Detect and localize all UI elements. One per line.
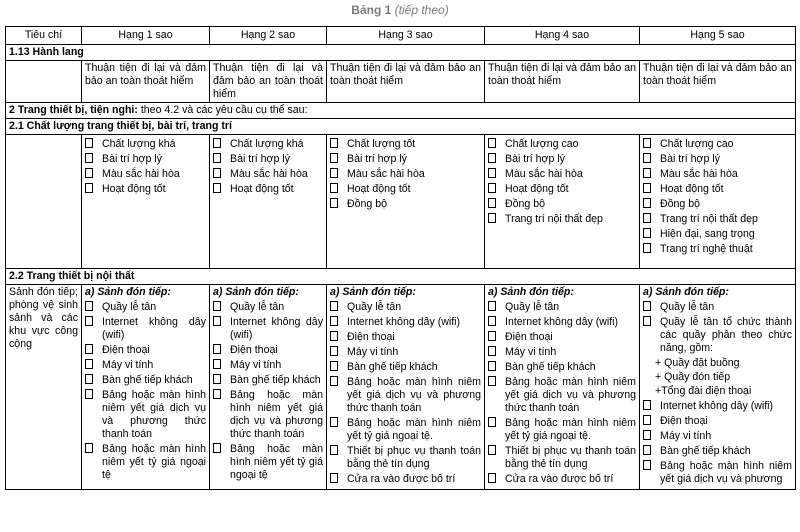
checkbox-square-icon: [330, 153, 339, 166]
checkbox-square-icon: [330, 346, 339, 359]
list-item-text: Chất lượng cao: [505, 138, 579, 150]
sanh-cell-2: [210, 285, 327, 490]
header-3-star: Hạng 3 sao: [327, 27, 485, 45]
empty-cell: [6, 61, 82, 103]
list-item-text: Điện thoại: [102, 344, 150, 356]
sanh-cell-1: [82, 285, 210, 490]
list-item: [213, 301, 323, 314]
checkbox-square-icon: [213, 443, 222, 482]
list-item-text: Quầy lễ tân tổ chức thành các quầy phân theo chức năng, gồm:: [660, 316, 792, 354]
list-item: [213, 316, 323, 342]
checkbox-square-icon: [213, 168, 222, 181]
list-item-text: Quầy lễ tân: [102, 301, 157, 313]
list-item: [488, 301, 636, 314]
header-row: [6, 27, 796, 45]
list-item-text: Màu sắc hài hòa: [660, 168, 738, 180]
checkbox-square-icon: [330, 376, 339, 415]
checkbox-square-icon: [85, 168, 94, 181]
list-item-text: Bảng hoặc màn hình niêm yết tỷ giá ngoại tệ: [230, 443, 323, 481]
list-item-text: Trang trí nghệ thuật: [660, 243, 753, 255]
checkbox-square-icon: [643, 198, 652, 211]
list-item: [488, 183, 636, 196]
list-item: [213, 443, 323, 482]
list-item-text: Bài trí hợp lý: [102, 153, 162, 165]
checkbox-square-icon: [643, 430, 652, 443]
list-item: [85, 316, 206, 342]
list-item-text: Máy vi tính: [230, 359, 282, 371]
list-item-text: Điện thoại: [230, 344, 278, 356]
checkbox-square-icon: [85, 153, 94, 166]
list-item: [488, 316, 636, 329]
list-item-text: Điện thoại: [660, 415, 708, 427]
list-item-text: Máy vi tính: [660, 430, 712, 442]
list-item-text: Điện thoại: [505, 331, 553, 343]
checkbox-square-icon: [330, 445, 339, 471]
chat-luong-cell-4: [485, 135, 640, 269]
checkbox-square-icon: [330, 301, 339, 314]
header-1-star: Hạng 1 sao: [82, 27, 210, 45]
list-item-text: Bảng hoặc màn hình niêm yết tỷ giá ngoại tệ.: [505, 417, 636, 442]
list-item: [85, 168, 206, 181]
checkbox-square-icon: [488, 198, 497, 211]
list-item-text: Quầy lễ tân: [660, 301, 715, 313]
table-caption: [0, 3, 800, 17]
list-item: [213, 183, 323, 196]
hanh-lang-cell-5: Thuận tiện đi lại và đảm bảo an toàn thoát hiểm: [640, 61, 796, 103]
sanh-row: [6, 285, 796, 490]
list-item: [643, 301, 792, 314]
list-item-text: Bài trí hợp lý: [230, 153, 290, 165]
list-item: [488, 445, 636, 471]
checkbox-square-icon: [643, 213, 652, 226]
list-item: [643, 445, 792, 458]
list-item-text: Bài trí hợp lý: [505, 153, 565, 165]
checkbox-square-icon: [488, 376, 497, 415]
section-note: theo 4.2 và các yêu cầu cụ thể sau:: [140, 104, 308, 116]
checkbox-square-icon: [213, 344, 222, 357]
list-item: [85, 153, 206, 166]
list-item: [643, 213, 792, 226]
list-item-text: Máy vi tính: [505, 346, 557, 358]
list-item-text: Máy vi tính: [347, 346, 399, 358]
list-item-text: Hoạt động tốt: [660, 183, 724, 195]
checkbox-square-icon: [330, 316, 339, 329]
hanh-lang-cell-3: Thuận tiện đi lại và đảm bảo an toàn thoát hiểm: [327, 61, 485, 103]
list-item: [488, 153, 636, 166]
sanh-list-5b: [643, 400, 792, 486]
list-item: [213, 153, 323, 166]
header-5-star: Hạng 5 sao: [640, 27, 796, 45]
checkbox-square-icon: [643, 153, 652, 166]
list-item: [213, 138, 323, 151]
list-item: [330, 417, 481, 443]
list-item: [213, 344, 323, 357]
list-item-text: Chất lượng khá: [102, 138, 176, 150]
sanh-cell-5: [640, 285, 796, 490]
list-item-text: Đồng bộ: [505, 198, 546, 210]
list-item: [488, 346, 636, 359]
list-item: [643, 316, 792, 355]
checkbox-square-icon: [643, 183, 652, 196]
list-item-text: Cửa ra vào được bố trí: [505, 473, 614, 485]
list-item: [643, 357, 792, 370]
list-item-text: Quầy lễ tân: [230, 301, 285, 313]
list-item-text: Quầy lễ tân: [505, 301, 560, 313]
list-item-text: Bàn ghế tiếp khách: [102, 374, 193, 386]
checkbox-square-icon: [488, 316, 497, 329]
checkbox-square-icon: [330, 361, 339, 374]
list-item-text: Bảng hoặc màn hình niêm yết tỷ giá ngoại tệ: [102, 443, 206, 481]
checkbox-square-icon: [330, 331, 339, 344]
sanh-cell-4: [485, 285, 640, 490]
list-item-text: Internet không dây (wifi): [230, 316, 323, 341]
checkbox-square-icon: [643, 400, 652, 413]
list-item-text: Máy vi tính: [102, 359, 154, 371]
list-item: [488, 168, 636, 181]
checkbox-square-icon: [488, 331, 497, 344]
list-item: [330, 376, 481, 415]
list-item: [85, 389, 206, 441]
list-item-text: Màu sắc hài hòa: [347, 168, 425, 180]
list-item-text: +Tổng đài điện thoại: [655, 385, 752, 397]
list-item: [85, 301, 206, 314]
list-item-text: Hoạt động tốt: [102, 183, 166, 195]
list-item-text: Internet không dây (wifi): [102, 316, 206, 341]
list-item: [330, 198, 481, 211]
checkbox-square-icon: [213, 389, 222, 441]
section-row: [6, 269, 796, 285]
list-item-text: Đồng bộ: [347, 198, 388, 210]
list-item: [330, 361, 481, 374]
checkbox-square-icon: [85, 374, 94, 387]
list-item: [488, 331, 636, 344]
hanh-lang-row: [6, 61, 796, 103]
checkbox-square-icon: [488, 445, 497, 471]
list-item-text: Bảng hoặc màn hình niêm yết giá dịch vụ và phương thức thanh toán: [230, 389, 323, 440]
list-item-text: Màu sắc hài hòa: [505, 168, 583, 180]
checkbox-square-icon: [213, 316, 222, 342]
checkbox-square-icon: [85, 389, 94, 441]
list-item: [213, 374, 323, 387]
checkbox-square-icon: [643, 445, 652, 458]
checkbox-square-icon: [213, 153, 222, 166]
checkbox-square-icon: [85, 316, 94, 342]
list-item: [330, 183, 481, 196]
list-item: [213, 359, 323, 372]
list-item-text: Thiết bị phục vụ thanh toán bằng thẻ tín dụng: [347, 445, 481, 470]
checkbox-square-icon: [643, 138, 652, 151]
list-item-text: Bàn ghế tiếp khách: [347, 361, 438, 373]
list-item-text: Màu sắc hài hòa: [230, 168, 308, 180]
chat-luong-row: [6, 135, 796, 269]
hanh-lang-cell-4: Thuận tiện đi lại và đảm bảo an toàn thoát hiểm: [485, 61, 640, 103]
checkbox-square-icon: [488, 153, 497, 166]
list-item: [643, 198, 792, 211]
sanh-list-4: [488, 301, 636, 486]
checkbox-square-icon: [488, 361, 497, 374]
checkbox-square-icon: [488, 138, 497, 151]
list-item: [643, 138, 792, 151]
list-item-text: Chất lượng khá: [230, 138, 304, 150]
checkbox-square-icon: [213, 359, 222, 372]
chat-luong-cell-2: [210, 135, 327, 269]
list-item-text: Hiện đại, sang trọng: [660, 228, 755, 240]
checkbox-square-icon: [330, 138, 339, 151]
list-item-text: Hoạt động tốt: [230, 183, 294, 195]
standards-table: [5, 26, 796, 490]
section-title-noi-that: 2.2 Trang thiết bị nội thất: [6, 269, 796, 285]
checkbox-square-icon: [643, 316, 652, 355]
list-item: [213, 389, 323, 441]
checkbox-square-icon: [488, 301, 497, 314]
list-item: [330, 153, 481, 166]
checkbox-square-icon: [85, 359, 94, 372]
list-item: [643, 371, 792, 384]
list-item: [488, 213, 636, 226]
list-item: [488, 361, 636, 374]
list-item: [643, 243, 792, 256]
list-item-text: Chất lượng tốt: [347, 138, 416, 150]
sanh-list-2: [213, 301, 323, 482]
checkbox-square-icon: [85, 443, 94, 482]
list-item: [643, 460, 792, 486]
sanh-list-3: [330, 301, 481, 486]
checkbox-square-icon: [213, 183, 222, 196]
list-item: [85, 359, 206, 372]
list-item-text: Điện thoại: [347, 331, 395, 343]
list-item-text: Quầy lễ tân: [347, 301, 402, 313]
list-item: [330, 346, 481, 359]
checkbox-square-icon: [643, 460, 652, 486]
list-item-text: + Quầy đặt buồng: [655, 357, 740, 369]
list-item-text: Hoạt động tốt: [505, 183, 569, 195]
list-item-text: Bàn ghế tiếp khách: [230, 374, 321, 386]
list-item-text: Bàn ghế tiếp khách: [660, 445, 751, 457]
list-item-text: Cửa ra vào được bố trí: [347, 473, 456, 485]
chat-luong-cell-3: [327, 135, 485, 269]
list-item: [643, 168, 792, 181]
checkbox-square-icon: [330, 473, 339, 486]
list-item-text: Màu sắc hài hòa: [102, 168, 180, 180]
checkbox-square-icon: [330, 183, 339, 196]
list-item: [488, 138, 636, 151]
checkbox-square-icon: [643, 243, 652, 256]
list-item: [85, 183, 206, 196]
checkbox-square-icon: [85, 344, 94, 357]
list-item-text: Chất lượng cao: [660, 138, 734, 150]
sanh-subhead: a) Sảnh đón tiếp:: [85, 286, 171, 298]
section-title-trang-thiet-bi: [6, 103, 796, 119]
checkbox-square-icon: [488, 346, 497, 359]
list-item: [85, 344, 206, 357]
list-item-text: Bảng hoặc màn hình niêm yết giá dịch vụ và phương thức thanh toán: [505, 376, 636, 414]
sanh-subhead: a) Sảnh đón tiếp:: [330, 286, 416, 298]
list-item-text: Bảng hoặc màn hình niêm yết giá dịch vụ và phương thức thanh toán: [102, 389, 206, 440]
checkbox-square-icon: [85, 138, 94, 151]
hanh-lang-cell-2: Thuận tiện đi lại và đảm bảo an toàn thoát hiểm: [210, 61, 327, 103]
checkbox-square-icon: [213, 301, 222, 314]
checkbox-square-icon: [85, 301, 94, 314]
header-criterion: Tiêu chí: [6, 27, 82, 45]
sanh-list-1: [85, 301, 206, 482]
empty-cell: [6, 135, 82, 269]
list-item-text: Trang trí nội thất đẹp: [660, 213, 758, 225]
checkbox-square-icon: [488, 473, 497, 486]
checkbox-square-icon: [330, 168, 339, 181]
sanh-criterion: Sảnh đón tiếp; phòng vệ sinh sảnh và các khu vực công cộng: [6, 285, 82, 490]
checkbox-square-icon: [213, 374, 222, 387]
list-item: [330, 138, 481, 151]
checkbox-square-icon: [488, 183, 497, 196]
list-item-text: + Quầy đón tiếp: [655, 371, 731, 383]
section-title-chat-luong: 2.1 Chất lượng trang thiết bị, bài trí, trang trí: [6, 119, 796, 135]
caption-suffix: (tiếp theo): [394, 3, 449, 17]
list-item: [643, 430, 792, 443]
section-title-hanh-lang: 1.13 Hành lang: [6, 45, 796, 61]
checkbox-square-icon: [330, 417, 339, 443]
checkbox-square-icon: [643, 415, 652, 428]
list-item: [643, 415, 792, 428]
list-item-text: Bảng hoặc màn hình niêm yết tỷ giá ngoại tệ.: [347, 417, 481, 442]
list-item: [330, 301, 481, 314]
sanh-subhead: a) Sảnh đón tiếp:: [488, 286, 574, 298]
list-item: [643, 228, 792, 241]
sanh-list-5a: [643, 301, 792, 355]
list-item-text: Bài trí hợp lý: [347, 153, 407, 165]
section-row: [6, 45, 796, 61]
list-item: [330, 331, 481, 344]
list-item: [643, 183, 792, 196]
list-item-text: Bảng hoặc màn hình niêm yết giá dịch vụ và phương thức thanh toán: [347, 376, 481, 414]
list-item-text: Internet không dây (wifi): [660, 400, 774, 412]
list-item: [85, 374, 206, 387]
checkbox-square-icon: [643, 168, 652, 181]
chat-luong-cell-5: [640, 135, 796, 269]
checkbox-square-icon: [330, 198, 339, 211]
section-title-text: 2 Trang thiết bị, tiện nghi:: [9, 104, 138, 116]
sanh-list-5-sub: [643, 357, 792, 398]
hanh-lang-cell-1: Thuận tiện đi lại và đảm bảo an toàn thoát hiểm: [82, 61, 210, 103]
list-item: [488, 417, 636, 443]
sanh-subhead: a) Sảnh đón tiếp:: [213, 286, 299, 298]
list-item-text: Bài trí hợp lý: [660, 153, 720, 165]
sanh-cell-3: [327, 285, 485, 490]
checkbox-square-icon: [85, 183, 94, 196]
list-item-text: Hoạt động tốt: [347, 183, 411, 195]
list-item: [330, 473, 481, 486]
caption-title: Bảng 1: [351, 3, 392, 17]
chat-luong-cell-1: [82, 135, 210, 269]
checkbox-square-icon: [488, 213, 497, 226]
list-item: [330, 445, 481, 471]
checkbox-square-icon: [488, 168, 497, 181]
list-item: [643, 400, 792, 413]
list-item: [488, 473, 636, 486]
list-item-text: Bàn ghế tiếp khách: [505, 361, 596, 373]
list-item-text: Internet không dây (wifi): [347, 316, 461, 328]
list-item-text: Đồng bộ: [660, 198, 701, 210]
header-2-star: Hạng 2 sao: [210, 27, 327, 45]
list-item: [213, 168, 323, 181]
list-item-text: Internet không dây (wifi): [505, 316, 619, 328]
list-item: [643, 385, 792, 398]
sanh-subhead: a) Sảnh đón tiếp:: [643, 286, 729, 298]
list-item: [488, 198, 636, 211]
list-item-text: Bảng hoặc màn hình niêm yết giá dịch vụ và phương: [660, 460, 792, 485]
section-row: [6, 103, 796, 119]
header-4-star: Hạng 4 sao: [485, 27, 640, 45]
list-item: [85, 443, 206, 482]
list-item: [330, 168, 481, 181]
list-item: [85, 138, 206, 151]
list-item: [488, 376, 636, 415]
list-item-text: Trang trí nội thất đẹp: [505, 213, 603, 225]
section-row: [6, 119, 796, 135]
list-item-text: Thiết bị phục vụ thanh toán bằng thẻ tín dụng: [505, 445, 636, 470]
checkbox-square-icon: [488, 417, 497, 443]
checkbox-square-icon: [643, 301, 652, 314]
list-item: [330, 316, 481, 329]
checkbox-square-icon: [213, 138, 222, 151]
checkbox-square-icon: [643, 228, 652, 241]
list-item: [643, 153, 792, 166]
